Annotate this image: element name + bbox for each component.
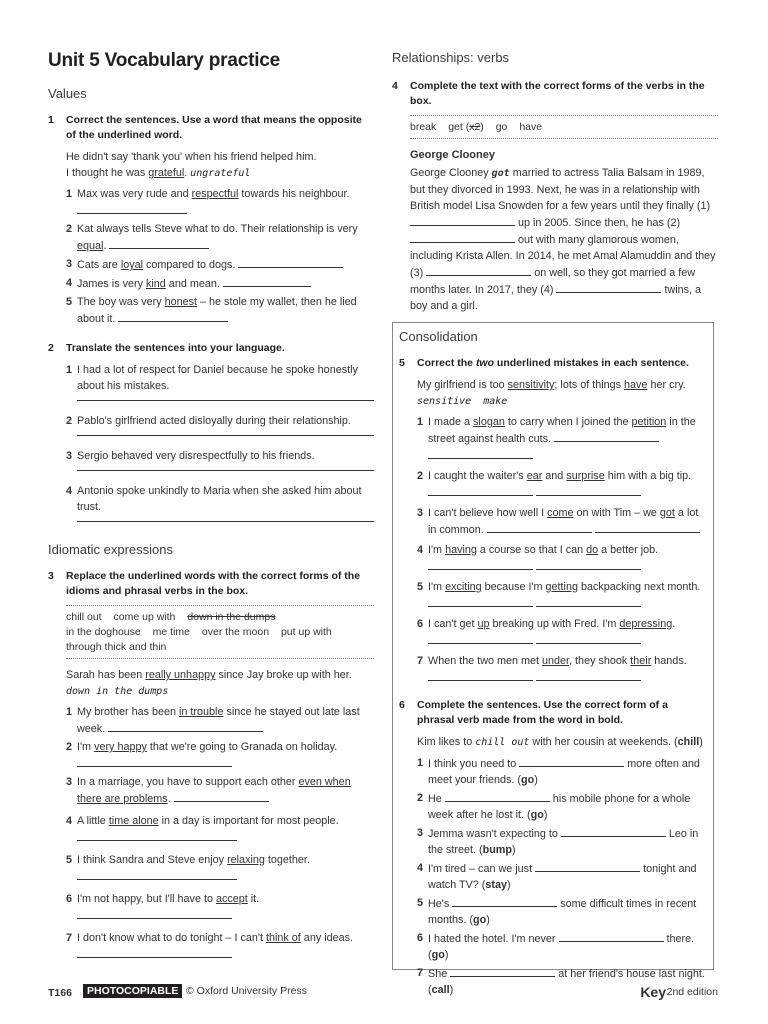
exercise-item bbox=[399, 542, 707, 575]
underlined-word: honest bbox=[164, 296, 198, 308]
item-text: I don't know what to do tonight – I can't think of any ideas. bbox=[77, 930, 374, 963]
answer-blank[interactable] bbox=[118, 310, 228, 322]
item-text: She at her friend's house last night. (call) bbox=[428, 965, 707, 998]
item-text: I made a slogan to carry when I joined the petition in the street against health cuts. bbox=[428, 414, 707, 464]
item-number: 2 bbox=[66, 415, 73, 427]
answer-blank[interactable] bbox=[410, 214, 515, 226]
exercise-item bbox=[399, 414, 707, 464]
item-text: I'm tired – can we just tonight and watch TV? (stay) bbox=[428, 860, 707, 893]
box-word: ) bbox=[480, 121, 484, 133]
underlined-word: kind bbox=[146, 278, 166, 290]
item-number: 1 bbox=[417, 757, 424, 769]
exercise-item bbox=[48, 221, 374, 254]
item-text: I think Sandra and Steve enjoy relaxing together. bbox=[77, 852, 374, 885]
key-logo: Key bbox=[640, 984, 666, 1000]
answer-blank[interactable] bbox=[554, 430, 659, 442]
exercise-4-heading bbox=[392, 79, 718, 109]
photocopiable-badge: PHOTOCOPIABLE bbox=[83, 984, 182, 998]
box-word-used: down in the dumps bbox=[187, 611, 276, 623]
item-number: 1 bbox=[417, 416, 424, 428]
answer-blank[interactable] bbox=[428, 669, 533, 681]
exercise-item bbox=[399, 930, 707, 963]
underlined-word: do bbox=[586, 544, 599, 556]
bold-word: go bbox=[431, 949, 445, 961]
answer-blank[interactable] bbox=[536, 558, 641, 570]
item-number: 7 bbox=[417, 655, 424, 667]
example-answer: sensitive make bbox=[417, 396, 508, 407]
exercise-item bbox=[399, 825, 707, 858]
example-text: My girlfriend is too bbox=[417, 379, 508, 391]
instr-part: two bbox=[475, 357, 495, 369]
exercise-3-items bbox=[48, 704, 374, 969]
idioms-word-box bbox=[66, 605, 374, 659]
box-word: through thick and thin bbox=[66, 641, 167, 653]
exercise-item bbox=[48, 704, 374, 737]
exercise-item bbox=[399, 790, 707, 823]
exercise-5-example bbox=[399, 377, 707, 410]
underlined-word: sensitivity bbox=[507, 379, 555, 391]
box-word: chill out bbox=[66, 611, 102, 623]
answer-line[interactable] bbox=[77, 517, 374, 522]
example-answer: got bbox=[491, 168, 510, 179]
exercise-number: 1 bbox=[48, 114, 54, 126]
underlined-word: respectful bbox=[191, 188, 239, 200]
exercise-item bbox=[399, 616, 707, 649]
exercise-item bbox=[399, 579, 707, 612]
exercise-item bbox=[48, 362, 374, 394]
item-number: 3 bbox=[417, 827, 424, 839]
underlined-word: relaxing bbox=[227, 854, 265, 866]
bold-word: call bbox=[431, 984, 450, 996]
exercise-instruction: Translate the sentences into your language. bbox=[66, 342, 285, 354]
answer-blank[interactable] bbox=[174, 790, 269, 802]
answer-blank[interactable] bbox=[561, 825, 666, 837]
item-number: 1 bbox=[66, 188, 73, 200]
answer-blank[interactable] bbox=[77, 202, 187, 214]
exercise-instruction: Complete the text with the correct forms of the verbs in the box. bbox=[410, 80, 705, 107]
exercise-item bbox=[48, 930, 374, 963]
verbs-word-box bbox=[410, 115, 718, 139]
box-word: me time bbox=[152, 626, 190, 638]
item-number: 4 bbox=[417, 544, 424, 556]
clooney-text: George Clooney got married to actress Talia Balsam in 1989, but they divorced in 1993. Next, he was in a relationship with British model Lisa Snowden for a few years until they finally (1) up in 2005. Since then, he has (2) out with many glamorous women, including Krista Allen. In 2014, he met Amal Alamuddin and they (3) on well, so they got married a few months later. In 2017, they (4) twins, a boy and a girl. bbox=[410, 167, 716, 312]
underlined-word: under bbox=[542, 655, 570, 667]
underlined-word: grateful bbox=[148, 167, 185, 179]
item-number: 3 bbox=[66, 258, 73, 270]
item-text: Pablo's girlfriend acted disloyally during their relationship. bbox=[77, 415, 351, 427]
item-text: I hated the hotel. I'm never there. (go) bbox=[428, 930, 707, 963]
example-text: Kim likes to bbox=[417, 736, 476, 748]
answer-line[interactable] bbox=[77, 466, 374, 471]
underlined-word: very happy bbox=[94, 741, 147, 753]
bold-word: go bbox=[530, 809, 544, 821]
exercise-item bbox=[48, 448, 374, 464]
example-text: her cry. bbox=[647, 379, 686, 391]
page-footer bbox=[48, 984, 718, 1002]
item-number: 6 bbox=[417, 932, 424, 944]
answer-blank[interactable] bbox=[428, 632, 533, 644]
item-number: 3 bbox=[66, 776, 73, 788]
exercise-item bbox=[399, 505, 707, 538]
item-number: 5 bbox=[417, 581, 424, 593]
exercise-number: 5 bbox=[399, 357, 405, 369]
item-text: A little time alone in a day is important for most people. bbox=[77, 813, 374, 846]
exercise-5-heading bbox=[399, 356, 707, 371]
answer-blank[interactable] bbox=[77, 755, 232, 767]
answer-blank[interactable] bbox=[445, 790, 550, 802]
section-values-heading: Values bbox=[48, 86, 87, 101]
answer-blank[interactable] bbox=[428, 595, 533, 607]
answer-blank[interactable] bbox=[77, 907, 232, 919]
instr-part: Correct the bbox=[417, 357, 476, 369]
answer-blank[interactable] bbox=[238, 256, 343, 268]
page-number: T166 bbox=[48, 987, 72, 999]
left-column bbox=[48, 50, 374, 969]
exercise-item bbox=[48, 774, 374, 807]
exercise-6-heading bbox=[399, 698, 707, 728]
section-idioms-heading: Idiomatic expressions bbox=[48, 542, 173, 557]
item-text: Antonio spoke unkindly to Maria when she asked him about trust. bbox=[77, 485, 362, 513]
answer-line[interactable] bbox=[77, 431, 374, 436]
exercise-item bbox=[399, 468, 707, 501]
item-text: He his mobile phone for a whole week after he lost it. (go) bbox=[428, 790, 707, 823]
answer-blank[interactable] bbox=[410, 231, 515, 243]
item-text: He's some difficult times in recent months. (go) bbox=[428, 895, 707, 928]
underlined-word: ear bbox=[526, 470, 543, 482]
box-word-used: x2 bbox=[469, 121, 481, 133]
item-number: 5 bbox=[66, 296, 73, 308]
underlined-word: in trouble bbox=[179, 706, 224, 718]
item-number: 7 bbox=[417, 967, 424, 979]
underlined-word: their bbox=[630, 655, 652, 667]
exercise-3-example bbox=[48, 667, 374, 700]
item-number: 4 bbox=[66, 485, 73, 497]
underlined-word: surprise bbox=[566, 470, 605, 482]
item-number: 5 bbox=[417, 897, 424, 909]
item-number: 5 bbox=[66, 854, 73, 866]
answer-blank[interactable] bbox=[77, 946, 232, 958]
item-text: Kat always tells Steve what to do. Their relationship is very equal. bbox=[77, 223, 358, 252]
bold-word: go bbox=[521, 774, 535, 786]
box-word: in the doghouse bbox=[66, 626, 141, 638]
exercise-item bbox=[48, 413, 374, 429]
section-consolidation-heading: Consolidation bbox=[399, 329, 478, 344]
answer-blank[interactable] bbox=[77, 829, 237, 841]
example-answer: chill out bbox=[475, 737, 530, 748]
exercise-item bbox=[48, 739, 374, 772]
edition-label: 2nd edition bbox=[666, 986, 718, 998]
answer-blank[interactable] bbox=[428, 484, 533, 496]
exercise-item bbox=[399, 653, 707, 686]
example-text: ; lots of things bbox=[554, 379, 625, 391]
item-text: I'm exciting because I'm getting backpacking next month. bbox=[428, 579, 707, 612]
item-number: 1 bbox=[66, 364, 73, 376]
exercise-1-example: He didn't say 'thank you' when his friend helped him. I thought he was grateful. ungrateful bbox=[66, 151, 317, 179]
answer-blank[interactable] bbox=[109, 237, 209, 249]
text-subheading: George Clooney bbox=[410, 149, 495, 161]
exercise-item bbox=[48, 186, 374, 219]
page-title: Unit 5 Vocabulary practice bbox=[48, 50, 281, 71]
exercise-number: 3 bbox=[48, 570, 54, 582]
item-text: Sergio behaved very disrespectfully to his friends. bbox=[77, 450, 315, 462]
underlined-word: come bbox=[547, 507, 574, 519]
underlined-word: exciting bbox=[445, 581, 482, 593]
right-column bbox=[392, 50, 718, 314]
example-answer: down in the dumps bbox=[66, 686, 169, 697]
bold-word: go bbox=[473, 914, 487, 926]
answer-blank[interactable] bbox=[535, 860, 640, 872]
example-text: since Jay broke up with her. bbox=[215, 669, 352, 681]
item-text: Cats are loyal compared to dogs. bbox=[77, 256, 374, 273]
exercise-number: 4 bbox=[392, 80, 398, 92]
underlined-word: think of bbox=[266, 932, 301, 944]
example-sentence: He didn't say 'thank you' when his friend helped him. bbox=[66, 151, 317, 163]
exercise-item bbox=[399, 860, 707, 893]
answer-blank[interactable] bbox=[536, 632, 641, 644]
underlined-word: got bbox=[659, 507, 675, 519]
example-text: Sarah has been bbox=[66, 669, 146, 681]
item-text: I can't believe how well I come on with Tim – we got a lot in common. bbox=[428, 507, 699, 536]
exercise-item bbox=[48, 256, 374, 273]
item-text: My brother has been in trouble since he stayed out late last week. bbox=[77, 706, 360, 735]
item-text: I think you need to more often and meet your friends. (go) bbox=[428, 755, 707, 788]
item-number: 3 bbox=[417, 507, 424, 519]
bold-word: chill bbox=[677, 736, 700, 748]
example-answer: ungrateful bbox=[190, 168, 251, 179]
box-word: come up with bbox=[113, 611, 176, 623]
bold-word: bump bbox=[482, 844, 512, 856]
answer-blank[interactable] bbox=[428, 558, 533, 570]
item-text: I had a lot of respect for Daniel because he spoke honestly about his mistakes. bbox=[77, 364, 358, 392]
item-text: The boy was very honest – he stole my wallet, then he lied about it. bbox=[77, 296, 357, 325]
item-number: 7 bbox=[66, 932, 73, 944]
item-text: Max was very rude and respectful towards his neighbour. bbox=[77, 186, 374, 219]
exercise-item bbox=[399, 755, 707, 788]
answer-blank[interactable] bbox=[595, 521, 700, 533]
exercise-item bbox=[399, 895, 707, 928]
item-text: In a marriage, you have to support each other even when there are problems. bbox=[77, 776, 351, 805]
item-number: 2 bbox=[417, 792, 424, 804]
answer-line[interactable] bbox=[77, 396, 374, 401]
underlined-word: have bbox=[624, 379, 648, 391]
exercise-instruction: Replace the underlined words with the correct forms of the idioms and phrasal verbs in the box. bbox=[66, 570, 361, 597]
underlined-word: really unhappy bbox=[145, 669, 216, 681]
item-text: I'm not happy, but I'll have to accept it. bbox=[77, 891, 374, 924]
answer-blank[interactable] bbox=[77, 868, 237, 880]
exercise-number: 6 bbox=[399, 699, 405, 711]
item-number: 4 bbox=[417, 862, 424, 874]
item-text: Jemma wasn't expecting to Leo in the street. (bump) bbox=[428, 825, 707, 858]
underlined-word: accept bbox=[215, 893, 248, 905]
answer-blank[interactable] bbox=[223, 275, 311, 287]
item-number: 4 bbox=[66, 815, 73, 827]
underlined-word: time alone bbox=[108, 815, 159, 827]
box-word: have bbox=[519, 121, 543, 133]
exercise-5-items bbox=[399, 414, 707, 690]
underlined-word: even when there are problems bbox=[77, 776, 351, 805]
exercise-1-heading bbox=[48, 113, 374, 143]
example-sentence: I thought he was bbox=[66, 167, 149, 179]
item-number: 2 bbox=[66, 223, 73, 235]
answer-blank[interactable] bbox=[452, 895, 557, 907]
answer-blank[interactable] bbox=[428, 447, 533, 459]
underlined-word: loyal bbox=[120, 259, 144, 271]
item-number: 4 bbox=[66, 277, 73, 289]
exercise-item bbox=[48, 891, 374, 924]
exercise-item bbox=[48, 852, 374, 885]
item-text: I caught the waiter's ear and surprise him with a big tip. bbox=[428, 468, 707, 501]
underlined-word: slogan bbox=[473, 416, 505, 428]
answer-blank[interactable] bbox=[556, 281, 661, 293]
item-text: I'm having a course so that I can do a better job. bbox=[428, 542, 707, 575]
box-word: get ( bbox=[448, 121, 470, 133]
underlined-word: depressing bbox=[619, 618, 673, 630]
exercise-2-heading bbox=[48, 341, 374, 356]
answer-blank[interactable] bbox=[559, 930, 664, 942]
item-number: 6 bbox=[417, 618, 424, 630]
instr-part: underlined mistakes in each sentence. bbox=[494, 357, 689, 369]
exercise-instruction bbox=[417, 356, 689, 371]
bold-word: stay bbox=[485, 879, 508, 891]
item-number: 1 bbox=[66, 706, 73, 718]
box-word: over the moon bbox=[201, 626, 270, 638]
exercise-1-items bbox=[48, 186, 374, 327]
box-word: go bbox=[495, 121, 508, 133]
item-number: 6 bbox=[66, 893, 73, 905]
exercise-3-heading bbox=[48, 569, 374, 599]
underlined-word: up bbox=[477, 618, 490, 630]
exercise-instruction: Correct the sentences. Use a word that means the opposite of the underlined word. bbox=[66, 114, 362, 141]
section-relationships-heading: Relationships: verbs bbox=[392, 50, 510, 65]
answer-blank[interactable] bbox=[108, 720, 263, 732]
item-text: I can't get up breaking up with Fred. I'm depressing. bbox=[428, 616, 707, 649]
exercise-item bbox=[48, 275, 374, 292]
publisher-credit: © Oxford University Press bbox=[186, 985, 307, 997]
item-number: 2 bbox=[66, 741, 73, 753]
answer-blank[interactable] bbox=[519, 755, 624, 767]
box-word: put up with bbox=[280, 626, 332, 638]
exercise-6-example: Kim likes to chill out with her cousin at weekends. (chill) bbox=[417, 736, 703, 748]
exercise-instruction: Complete the sentences. Use the correct form of a phrasal verb made from the word in bold. bbox=[417, 699, 668, 726]
answer-blank[interactable] bbox=[536, 595, 641, 607]
answer-blank[interactable] bbox=[487, 521, 592, 533]
item-text: When the two men met under, they shook their hands. bbox=[428, 653, 707, 686]
underlined-word: getting bbox=[545, 581, 578, 593]
item-text: I'm very happy that we're going to Granada on holiday. bbox=[77, 739, 374, 772]
answer-blank[interactable] bbox=[536, 484, 641, 496]
exercise-2-items bbox=[48, 362, 374, 534]
answer-blank[interactable] bbox=[450, 965, 555, 977]
item-number: 3 bbox=[66, 450, 73, 462]
answer-blank[interactable] bbox=[426, 264, 531, 276]
box-word: break bbox=[410, 121, 437, 133]
answer-blank[interactable] bbox=[536, 669, 641, 681]
exercise-6-items bbox=[399, 755, 707, 998]
exercise-item bbox=[48, 294, 374, 327]
item-text: James is very kind and mean. bbox=[77, 275, 374, 292]
exercise-number: 2 bbox=[48, 342, 54, 354]
exercise-item bbox=[48, 483, 374, 515]
underlined-word: petition bbox=[631, 416, 667, 428]
exercise-item bbox=[48, 813, 374, 846]
underlined-word: equal bbox=[77, 240, 104, 252]
underlined-word: having bbox=[445, 544, 477, 556]
example-text: with her cousin at weekends. ( bbox=[529, 736, 678, 748]
item-number: 2 bbox=[417, 470, 424, 482]
